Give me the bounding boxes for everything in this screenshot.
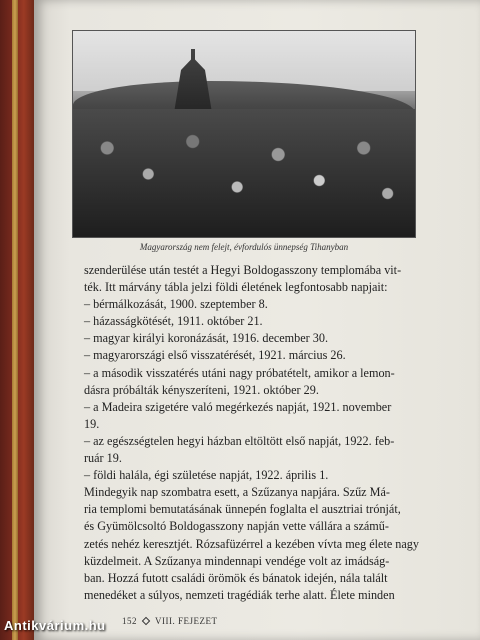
list-item: – a Madeira szigetére való megérkezés napját, 1921. november bbox=[84, 399, 392, 414]
text-line: ban. Hozzá futott családi örömök és bánatok idején, nála talált bbox=[84, 570, 388, 585]
list-item: – házasságkötését, 1911. október 21. bbox=[84, 314, 263, 329]
page-footer bbox=[122, 616, 362, 626]
text-line: szenderülése után testét a Hegyi Boldogasszony templomába vit- bbox=[84, 263, 402, 277]
text-line: ria templomi bemutatásának ünnepén foglalta el ausztriai trónját, bbox=[84, 502, 401, 517]
body-text bbox=[84, 262, 420, 604]
list-item: – bérmálkozását, 1900. szeptember 8. bbox=[84, 297, 268, 312]
historical-photo bbox=[72, 30, 416, 238]
list-item: – földi halála, égi születése napját, 1922. április 1. bbox=[84, 468, 329, 483]
text-line: küzdelmeit. A Szűzanya mindennapi vendége volt az imádság- bbox=[84, 553, 390, 568]
photo-caption: Magyarország nem felejt, évfordulós ünnepség Tihanyban bbox=[139, 242, 349, 252]
cover-gold-stripe bbox=[12, 0, 18, 640]
list-item: – a második visszatérés utáni nagy próbatételt, amikor a lemon- bbox=[84, 365, 395, 380]
list-item: – magyarországi első visszatérését, 1921. március 26. bbox=[84, 348, 346, 363]
text-line: menedéket a súlyos, nemzeti tragédiák terhe alatt. Élete minden bbox=[84, 587, 395, 602]
text-line: zetés nehéz keresztjét. Rózsafüzérrel a kezében vívta meg élete nagy bbox=[84, 536, 419, 551]
text-line: ruár 19. bbox=[84, 451, 122, 466]
chapter-label: VIII. FEJEZET bbox=[155, 616, 218, 626]
page-number: 152 bbox=[122, 616, 137, 626]
text-line: dásra próbálták kényszeríteni, 1921. október 29. bbox=[84, 382, 319, 397]
watermark-logo: Antikvárium.hu bbox=[4, 618, 106, 633]
list-item: – magyar királyi koronázását, 1916. december 30. bbox=[84, 331, 328, 346]
text-line: és Gyümölcsoltó Boldogasszony napján vette vállára a számű- bbox=[84, 519, 389, 534]
text-line: Mindegyik nap szombatra esett, a Szűzanya napjára. Szűz Má- bbox=[84, 485, 390, 500]
photo-crowd bbox=[73, 109, 415, 238]
text-line: ték. Itt márvány tábla jelzi földi életének legfontosabb napjait: bbox=[84, 280, 388, 295]
diamond-ornament-icon bbox=[142, 617, 150, 625]
list-item: – az egészségtelen hegyi házban eltöltött első napját, 1922. feb- bbox=[84, 433, 395, 448]
text-line: 19. bbox=[84, 416, 100, 431]
